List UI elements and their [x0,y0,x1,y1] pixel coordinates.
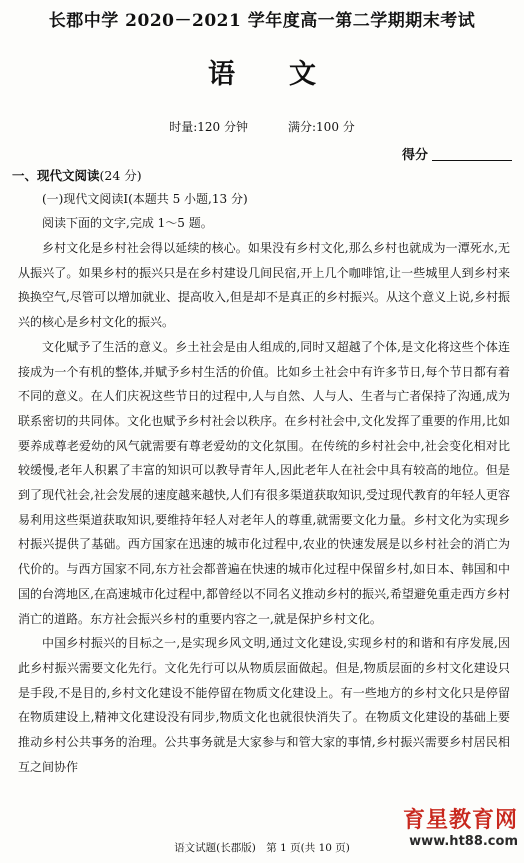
exam-duration: 时量:120 分钟 [169,120,248,134]
section-heading [12,166,142,184]
exam-full-score: 满分:100 分 [288,120,355,134]
score-field [402,144,512,163]
watermark-url: www.ht88.com [409,834,518,849]
section-points: (24 分) [99,168,142,183]
watermark-name: 育星教育网 [402,808,518,833]
passage-paragraph-1: 乡村文化是乡村社会得以延续的核心。如果没有乡村文化,那么乡村也就成为一潭死水,无从振兴了。如果乡村的振兴只是在乡村建设几间民宿,开上几个咖啡馆,让一些城里人到乡村来换换空气,尽管可以增加就业、提高收入,但是却不是真正的乡村振兴。从这个意义上说,乡村振兴的核心是乡村文化的振兴。 [18,241,510,330]
score-label: 得分 [401,148,428,163]
score-blank-line [432,148,512,161]
instruction-text: 阅读下面的文字,完成 1～5 题。 [42,216,213,230]
page-footer: 语文试题(长郡版) 第 1 页(共 10 页) [174,842,350,854]
exam-meta [0,118,524,135]
subject-char-1: 语 [208,59,235,90]
passage-body [18,236,510,779]
passage-paragraph-2: 文化赋予了生活的意义。乡土社会是由人组成的,同时又超越了个体,是文化将这些个体连接成为一个有机的整体,并赋予乡村生活的价值。比如乡土社会中有许多节日,每个节日都有着不同的意义。在人们庆祝这些节日的过程中,人与自然、人与人、生者与亡者保持了沟通,成为联系密切的共同体。文化也赋予乡村社会以秩序。在乡村社会中,文化发挥了重要的作用,比如要养成尊老爱幼的风气就需要有尊老爱幼的文化氛围。在传统的乡村社会中,社会变化相对比较缓慢,老年人积累了丰富的知识可以教导青年人,因此老年人在社会中具有较高的地位。但是到了现代社会,社会发展的速度越来越快,人们有很多渠道获取知识,受过现代教育的年轻人更容易利用这些渠道获取知识,要维持年轻人对老年人的尊重,就需要文化力量。乡村文化为实现乡村振兴提供了基础。西方国家在迅速的城市化过程中,农业的快速发展是以乡村社会的消亡为代价的。与西方国家不同,东方社会都普遍在快速的城市化过程中保留乡村,如日本、韩国和中国的台湾地区,在高速城市化过程中,都曾经以不同名义推动乡村的振兴,希望避免重走西方乡村消亡的道路。东方社会振兴乡村的重要内容之一,就是保护乡村文化。 [18,339,510,626]
section-title: 一、现代文阅读 [12,168,100,183]
subject-title [0,52,524,91]
watermark-logo [403,803,518,849]
subsection-title: (一)现代文阅读Ⅰ(本题共 5 小题,13 分) [42,192,248,206]
subject-char-2: 文 [289,59,316,90]
exam-title: 长郡中学 2020－2021 学年度高一第二学期期末考试 [48,11,476,31]
passage-paragraph-3: 中国乡村振兴的目标之一,是实现乡风文明,通过文化建设,实现乡村的和谐和有序发展,因此乡村振兴需要文化先行。文化先行可以从物质层面做起。但是,物质层面的乡村文化建设只是手段,不是目的,乡村文化建设不能停留在物质文化建设上。有一些地方的乡村文化只是停留在物质建设上,精神文化建设没有同步,物质文化也就很快消失了。在物质文化建设的基础上要推动乡村公共事务的治理。公共事务就是大家参与和管大家的事情,乡村振兴需要乡村居民相互之间协作 [18,636,510,774]
